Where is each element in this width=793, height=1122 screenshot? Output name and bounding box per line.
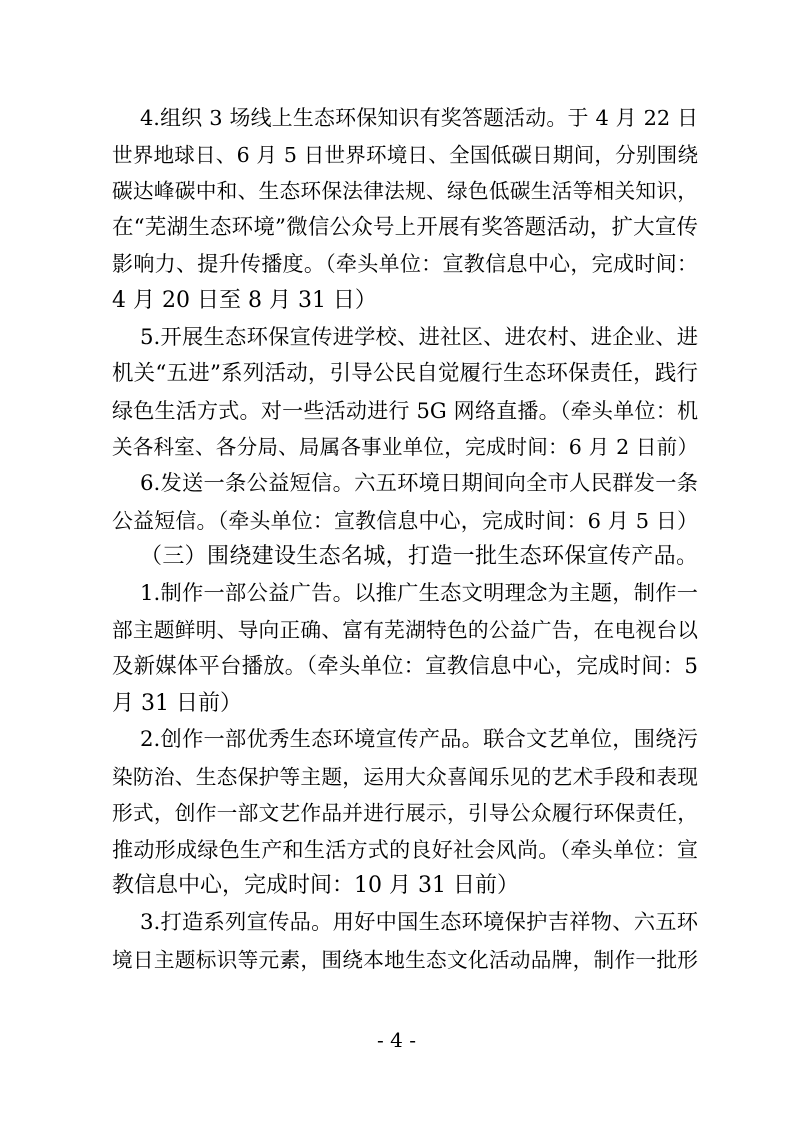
document-body [112, 100, 698, 978]
text-line: 关各科室、各分局、局属各事业单位，完成时间：6 月 2 日前） [112, 435, 698, 460]
text-line: 4.组织 3 场线上生态环保知识有奖答题活动。于 4 月 22 日 [140, 106, 698, 130]
text-line: 绿色生活方式。对一些活动进行 5G 网络直播。（牵头单位：机 [112, 397, 698, 423]
page-number: - 4 - [377, 1028, 416, 1052]
text-line: 推动形成绿色生产和生活方式的良好社会风尚。（牵头单位：宣 [112, 836, 698, 862]
text-line: 境日主题标识等元素，围绕本地生态文化活动品牌，制作一批形 [112, 947, 698, 972]
section-heading: （三）围绕建设生态名城，打造一批生态环保宣传产品。 [140, 544, 698, 570]
text-line: 5.开展生态环保宣传进学校、进社区、进农村、进企业、进 [140, 324, 698, 350]
text-line: 在“芜湖生态环境”微信公众号上开展有奖答题活动，扩大宣传 [112, 214, 698, 240]
text-line: 公益短信。（牵头单位：宣教信息中心，完成时间：6 月 5 日） [112, 508, 698, 533]
text-line: 碳达峰碳中和、生态环保法律法规、绿色低碳生活等相关知识， [112, 179, 698, 204]
text-line: 世界地球日、6 月 5 日世界环境日、全国低碳日期间，分别围绕 [112, 142, 698, 167]
text-line: 及新媒体平台播放。（牵头单位：宣教信息中心，完成时间：5 [112, 653, 698, 679]
text-line: 2.创作一部优秀生态环境宣传产品。联合文艺单位，围绕污 [140, 727, 698, 753]
text-line: 4 月 20 日至 8 月 31 日） [112, 287, 377, 313]
text-line: 染防治、生态保护等主题，运用大众喜闻乐见的艺术手段和表现 [112, 764, 698, 789]
text-line: 6.发送一条公益短信。六五环境日期间向全市人民群发一条 [140, 470, 698, 496]
text-line: 1.制作一部公益广告。以推广生态文明理念为主题，制作一 [140, 580, 698, 606]
text-line: 形式，创作一部文艺作品并进行展示，引导公众履行环保责任， [112, 801, 698, 826]
text-line: 月 31 日前） [112, 690, 242, 716]
text-line: 影响力、提升传播度。（牵头单位：宣教信息中心，完成时间： [112, 251, 698, 277]
text-line: 部主题鲜明、导向正确、富有芜湖特色的公益广告，在电视台以 [112, 618, 698, 643]
text-line: 机关“五进”系列活动，引导公民自觉履行生态环保责任，践行 [112, 361, 698, 387]
text-line: 教信息中心，完成时间：10 月 31 日前） [112, 873, 519, 899]
text-line: 3.打造系列宣传品。用好中国生态环境保护吉祥物、六五环 [140, 910, 698, 936]
